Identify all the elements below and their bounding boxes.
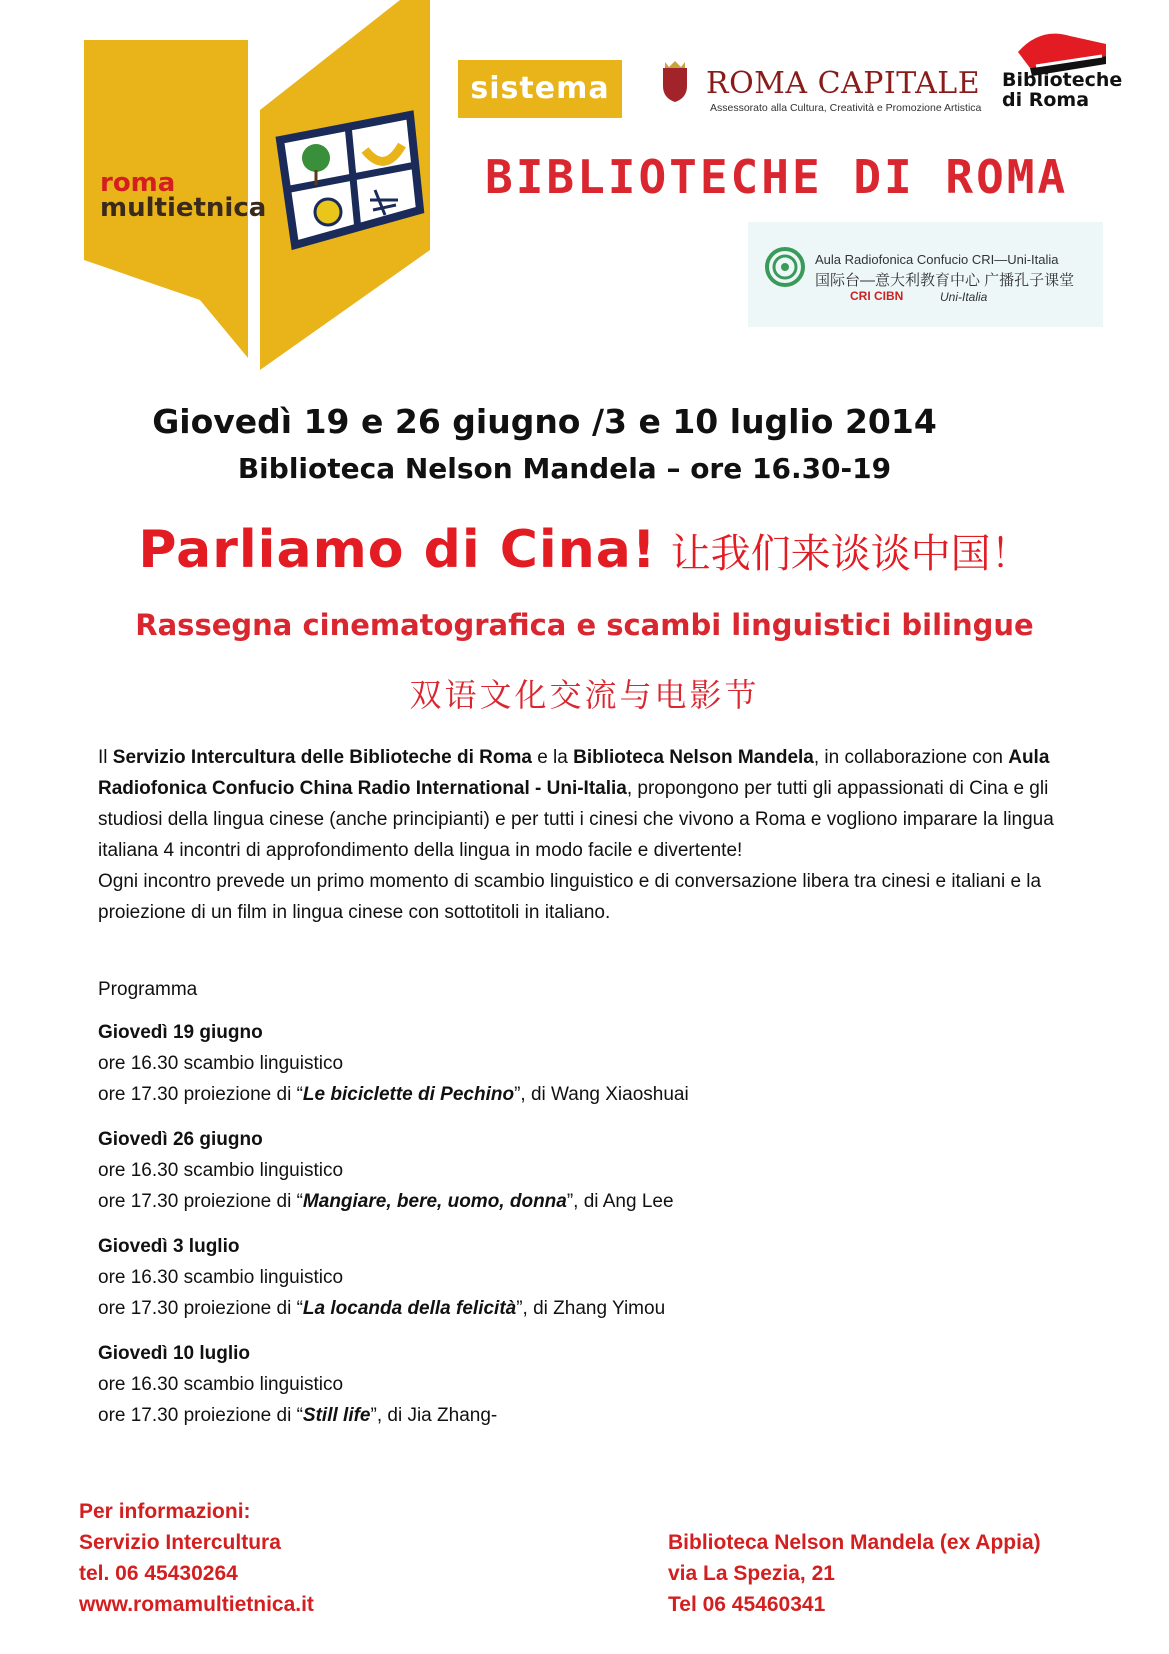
program-day-1-exchange: ore 16.30 scambio linguistico (98, 1053, 344, 1074)
program-day-4-exchange: ore 16.30 scambio linguistico (98, 1374, 344, 1395)
info-service: Servizio Intercultura (79, 1531, 281, 1554)
film-title: Still life (302, 1405, 371, 1426)
info-website-link[interactable]: www.romamultietnica.it (79, 1593, 314, 1616)
intro-paragraph-2: Ogni incontro prevede un primo momento di scambio linguistico e di conversazione libera tra cinesi e italiani e la proiezione di un film in lingua cinese con sottotitoli in italiano. (98, 871, 1042, 923)
roma-multietnica-word-roma: roma (100, 168, 176, 198)
confucio-emblem-icon (765, 247, 805, 287)
event-title-it: Parliamo di Cina! (138, 520, 657, 580)
program-day-1-film: ore 17.30 proiezione di “Le biciclette di Pechino”, di Wang Xiaoshuai (98, 1084, 689, 1105)
roma-multietnica-word-multietnica: multietnica (100, 193, 267, 223)
event-subtitle-zh: 双语文化交流与电影节 (409, 676, 760, 714)
film-title: Le biciclette di Pechino (302, 1084, 515, 1105)
program-day-3-exchange: ore 16.30 scambio linguistico (98, 1267, 344, 1288)
program-day-4: Giovedì 10 luglio (98, 1343, 251, 1364)
biblioteche-di-roma-title: BIBLIOTECHE DI ROMA (485, 150, 1069, 204)
info-phone: tel. 06 45430264 (79, 1562, 238, 1585)
program-section (98, 974, 998, 1431)
event-title (0, 520, 1169, 580)
film-title: La locanda della felicità (302, 1298, 517, 1319)
program-day-1: Giovedì 19 giugno (98, 1022, 263, 1043)
event-place: Biblioteca Nelson Mandela – ore 16.30-19 (237, 452, 892, 485)
program-day-2: Giovedì 26 giugno (98, 1129, 263, 1150)
library-address: via La Spezia, 21 (668, 1562, 835, 1585)
biblioteche-logo-line2: di Roma (1002, 89, 1090, 111)
roma-capitale-shield-icon (660, 60, 690, 102)
info-contact-left (79, 1496, 314, 1620)
program-day-3-film: ore 17.30 proiezione di “La locanda della felicità”, di Zhang Yimou (98, 1298, 666, 1319)
program-heading: Programma (98, 979, 198, 1000)
intro-paragraph-1: Il Servizio Intercultura delle Biblioteche di Roma e la Biblioteca Nelson Mandela, in collaborazione con Aula Radiofonica Confucio China Radio International - Uni-Italia, propongono per tutti gli appassionati di Cina e gli studiosi della lingua cinese (anche principianti) e per tutti i cinesi che vivono a Roma e vogliono imparare la lingua italiana 4 incontri di approfondimento della lingua in modo facile e divertente! (98, 747, 1054, 861)
roma-capitale-title: ROMA CAPITALE (706, 66, 981, 101)
film-title: Mangiare, bere, uomo, donna (302, 1191, 567, 1212)
program-day-3: Giovedì 3 luglio (98, 1236, 240, 1257)
info-contact-right (668, 1527, 1041, 1620)
sistema-label: sistema (470, 71, 610, 106)
confucio-line1: Aula Radiofonica Confucio CRI—Uni-Italia (815, 252, 1059, 267)
library-phone: Tel 06 45460341 (668, 1593, 826, 1616)
uni-italia-logo: Uni-Italia (940, 290, 988, 304)
event-title-zh: 让我们来谈谈中国！ (670, 531, 1031, 577)
program-day-4-film: ore 17.30 proiezione di “Still life”, di Jia Zhang- (98, 1405, 498, 1426)
intro-text (98, 742, 1088, 928)
program-day-2-film: ore 17.30 proiezione di “Mangiare, bere, uomo, donna”, di Ang Lee (98, 1191, 674, 1212)
biblioteche-logo-line1: Biblioteche (1002, 69, 1123, 91)
cri-cibn-logo: CRI CIBN (850, 289, 904, 303)
event-subtitle-it: Rassegna cinematografica e scambi linguistici bilingue (135, 608, 1034, 642)
library-name: Biblioteca Nelson Mandela (ex Appia) (668, 1531, 1041, 1554)
info-heading: Per informazioni: (79, 1500, 251, 1523)
biblioteche-logo-text (1002, 70, 1122, 110)
program-day-2-exchange: ore 16.30 scambio linguistico (98, 1160, 344, 1181)
roma-capitale-subtitle: Assessorato alla Cultura, Creatività e Promozione Artistica (710, 102, 982, 114)
confucio-line2: 国际台—意大利教育中心 广播孔子课堂 (815, 272, 1075, 289)
event-dates: Giovedì 19 e 26 giugno /3 e 10 luglio 2014 (152, 402, 937, 441)
